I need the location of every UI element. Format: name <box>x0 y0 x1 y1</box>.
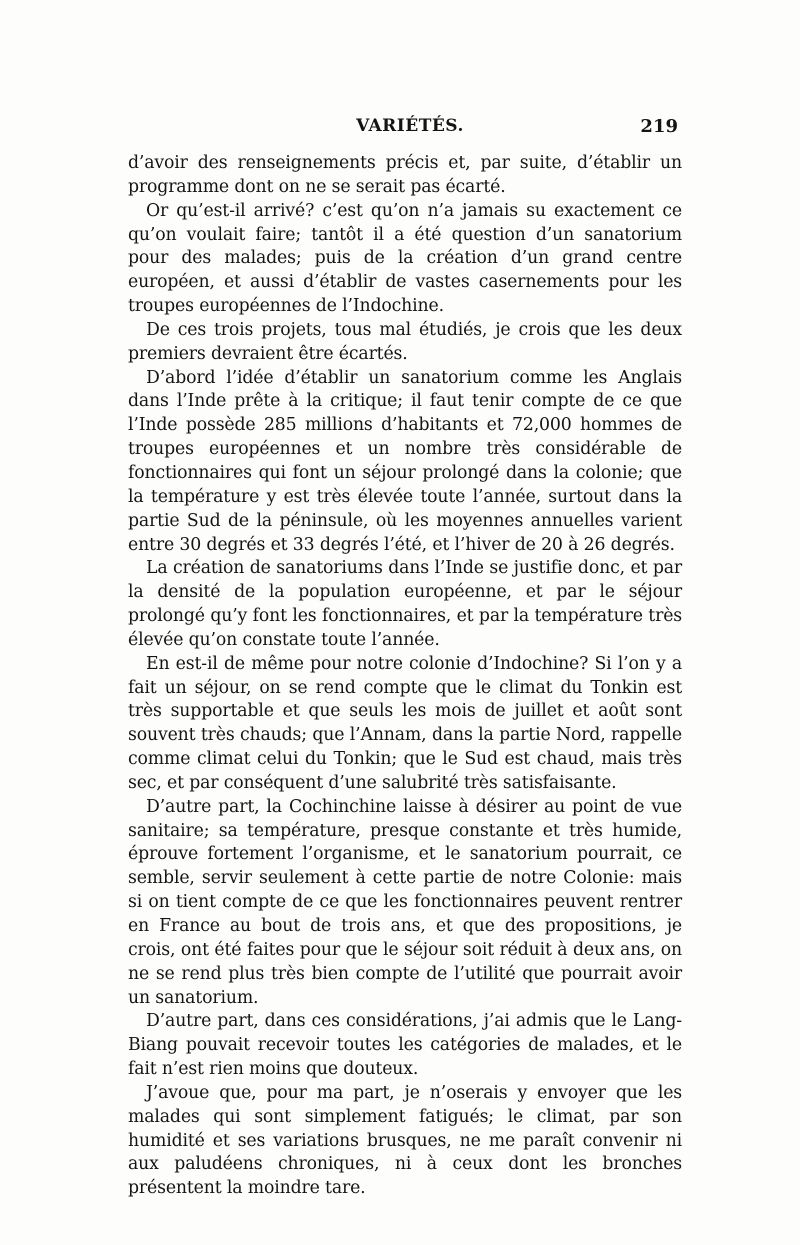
paragraph-1: d’avoir des renseignements précis et, par suite, d’établir un programme dont on ne se serait pas écarté. <box>128 153 682 197</box>
paragraph-2: Or qu’est-il arrivé? c’est qu’on n’a jamais su exactement ce qu’on voulait faire; tantôt il a été question d’un sanatorium pour des malades; puis de la création d’un grand centre européen, et aussi d’établir de vastes casernements pour les troupes européennes de l’Indochine. <box>128 200 682 317</box>
paragraph-9: J’avoue que, pour ma part, je n’oserais y envoyer que les malades qui sont simplement fatigués; le climat, par son humidité et ses variations brusques, ne me paraît convenir ni aux paludéens chroniques, ni à ceux dont les bronches présentent la moindre tare. <box>128 1082 682 1199</box>
page-number: 219 <box>640 116 678 137</box>
paragraph-7: D’autre part, la Cochinchine laisse à désirer au point de vue sanitaire; sa température, presque constante et très humide, éprouve fortement l’organisme, et le sanatorium pourrait, ce semble, servir seulement à cette partie de notre Colonie: mais si on tient compte de ce que les fonctionnaires peuvent rentrer en France au bout de trois ans, et que des propositions, je crois, ont été faites pour que le séjour soit réduit à deux ans, on ne se rend plus très bien compte de l’utilité que pourrait avoir un sanatorium. <box>128 796 682 1008</box>
body-text <box>128 152 682 1201</box>
running-title: VARIÉTÉS. <box>356 116 464 136</box>
paragraph-5: La création de sanatoriums dans l’Inde se justifie donc, et par la densité de la population européenne, et par le séjour prolongé qu’y font les fonctionnaires, et par la température très élevée qu’on constate toute l’année. <box>128 558 682 650</box>
running-head <box>140 116 680 142</box>
paragraph-3: De ces trois projets, tous mal étudiés, je crois que les deux premiers devraient être écartés. <box>128 319 682 364</box>
paragraph-8: D’autre part, dans ces considérations, j’ai admis que le Lang-Biang pouvait recevoir toutes les catégories de malades, et le fait n’est rien moins que douteux. <box>128 1011 682 1080</box>
paragraph-4: D’abord l’idée d’établir un sanatorium comme les Anglais dans l’Inde prête à la critique; il faut tenir compte de ce que l’Inde possède 285 millions d’habitants et 72,000 hommes de troupes européennes et un nombre très considérable de fonctionnaires qui font un séjour prolongé dans la colonie; que la température y est très élevée toute l’année, surtout dans la partie Sud de la péninsule, où les moyennes annuelles varient entre 30 degrés et 33 degrés l’été, et l’hiver de 20 à 26 degrés. <box>128 367 682 555</box>
paragraph-6: En est-il de même pour notre colonie d’Indochine? Si l’on y a fait un séjour, on se rend compte que le climat du Tonkin est très supportable et que seuls les mois de juillet et août sont souvent très chauds; que l’Annam, dans la partie Nord, rappelle comme climat celui du Tonkin; que le Sud est chaud, mais très sec, et par conséquent d’une salubrité très satisfaisante. <box>128 653 682 793</box>
